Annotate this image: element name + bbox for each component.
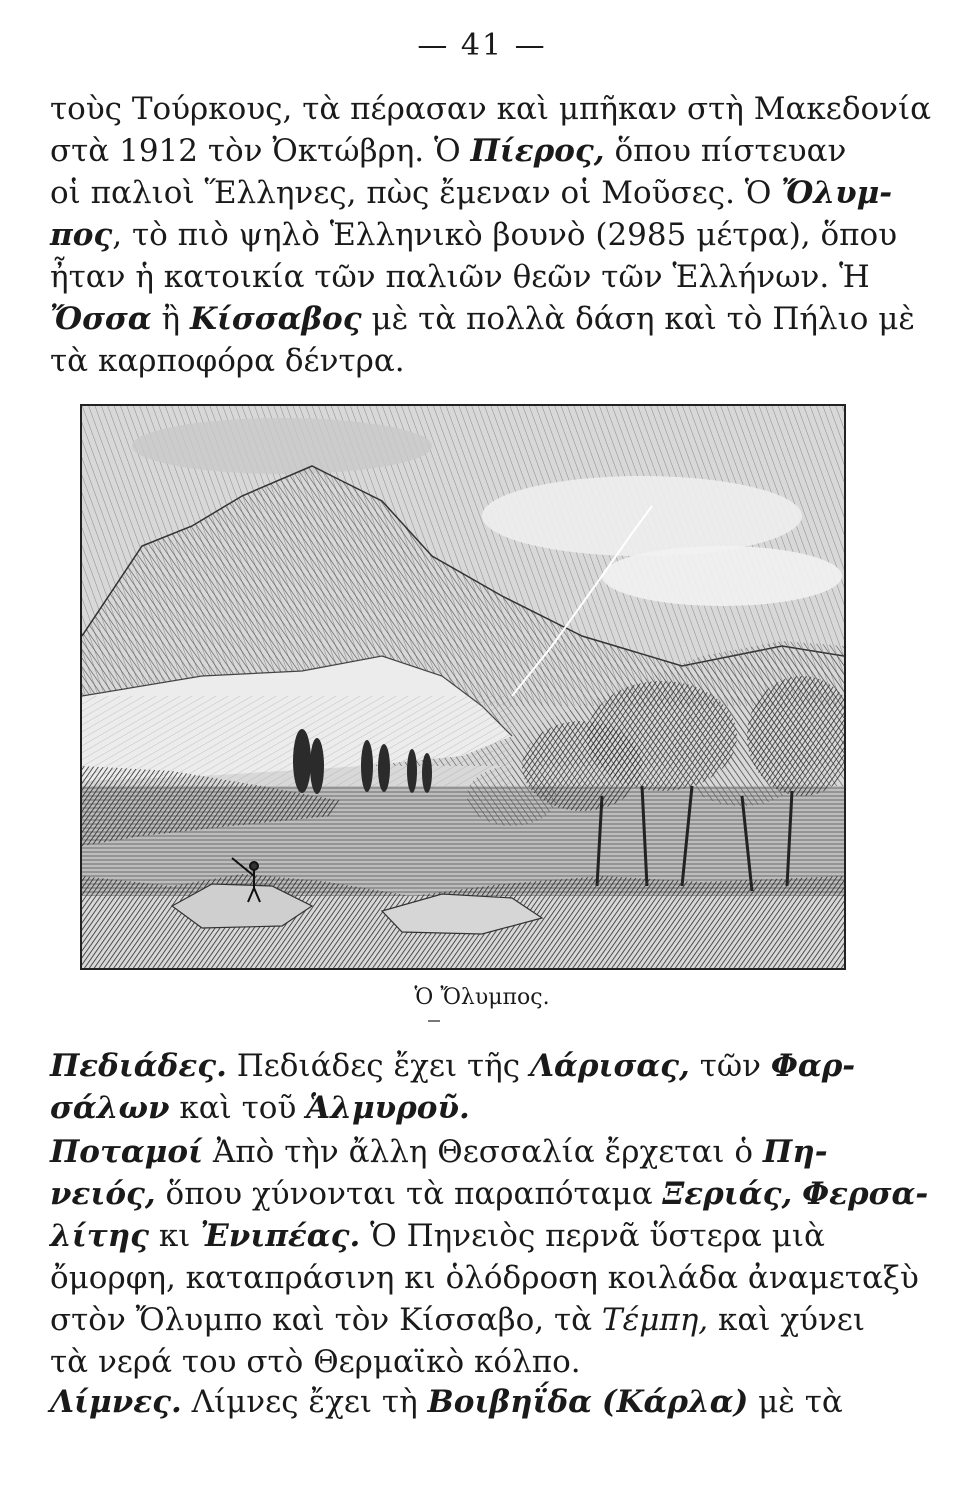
term-olympos-cont: πος — [50, 217, 113, 253]
term-xerias: Ξεριάς, — [662, 1176, 793, 1212]
figure-caption: Ὁ Ὄλυμπος. — [414, 985, 550, 1010]
intro-paragraph — [50, 88, 932, 382]
term-farsala-cont: σάλων — [50, 1090, 170, 1126]
lakes-paragraph — [50, 1381, 843, 1423]
term-olympos: Ὄλυμ- — [781, 175, 893, 211]
plains-paragraph — [50, 1045, 856, 1129]
text-line: τοὺς Τούρκους, τὰ πέρασαν καὶ μπῆκαν στὴ Μακεδονία — [50, 91, 932, 127]
text-line: Λίμνες. Λίμνες ἔχει τὴ Βοιβηΐδα (Κάρλα) μὲ τὰ — [50, 1384, 843, 1420]
heading-lakes: Λίμνες. — [50, 1384, 182, 1420]
text-line: οἱ παλιοὶ Ἕλληνες, πὼς ἔμεναν οἱ Μοῦσες. Ὁ Ὄλυμ- — [50, 175, 893, 211]
text-line: στὸν Ὄλυμπο καὶ τὸν Κίσσαβο, τὰ Τέμπη, καὶ χύνει — [50, 1302, 866, 1338]
rivers-paragraph — [50, 1131, 929, 1383]
text-line: τὰ νερά του στὸ Θερμαϊκὸ κόλπο. — [50, 1344, 581, 1380]
text-line: ἦταν ἡ κατοικία τῶν παλιῶν θεῶν τῶν Ἑλλήνων. Ἡ — [50, 259, 870, 295]
text-line: Ποταμοί Ἀπὸ τὴν ἄλλη Θεσσαλία ἔρχεται ὁ Πη- — [50, 1134, 828, 1170]
heading-rivers: Ποταμοί — [50, 1134, 204, 1170]
text-line: νειός, ὅπου χύνονται τὰ παραπόταμα Ξεριάς, Φερσα- — [50, 1176, 929, 1212]
term-almyros: Ἁλμυροῦ. — [306, 1090, 470, 1126]
term-larisa: Λάρισας, — [529, 1048, 690, 1084]
text-line: Ὄσσα ἢ Κίσσαβος μὲ τὰ πολλὰ δάση καὶ τὸ Πήλιο μὲ — [50, 301, 916, 337]
page-number: — 41 — — [417, 28, 547, 63]
term-fersalitis-cont: λίτης — [50, 1218, 150, 1254]
term-fersalitis: Φερσα- — [802, 1176, 929, 1212]
term-enipeas: Ἐνιπέας. — [200, 1218, 361, 1254]
text-line: Πεδιάδες. Πεδιάδες ἔχει τῆς Λάρισας, τῶν Φαρ- — [50, 1048, 856, 1084]
text-line: σάλων καὶ τοῦ Ἁλμυροῦ. — [50, 1090, 470, 1126]
divider-mark — [428, 1020, 440, 1022]
term-pineios: Πη- — [762, 1134, 828, 1170]
term-karla: (Κάρλα) — [601, 1384, 749, 1420]
heading-plains: Πεδιάδες. — [50, 1048, 227, 1084]
term-voiviida: Βοιβηΐδα — [427, 1384, 593, 1420]
text-line: λίτης κι Ἐνιπέας. Ὁ Πηνειὸς περνᾶ ὕστερα μιὰ — [50, 1218, 825, 1254]
text-line: τὰ καρποφόρα δέντρα. — [50, 343, 405, 379]
text-line: ὄμορφη, καταπράσινη κι ὁλόδροση κοιλάδα ἀναμεταξὺ — [50, 1260, 919, 1296]
term-ossa: Ὄσσα — [50, 301, 152, 337]
text-line: πος, τὸ πιὸ ψηλὸ Ἑλληνικὸ βουνὸ (2985 μέτρα), ὅπου — [50, 217, 898, 253]
term-tempi: Τέμπη, — [601, 1302, 709, 1338]
text-line: στὰ 1912 τὸν Ὀκτώβρη. Ὁ Πίερος, ὅπου πίστευαν — [50, 133, 847, 169]
olympus-engraving — [80, 404, 846, 970]
term-pieros: Πίερος, — [470, 133, 605, 169]
term-farsala: Φαρ- — [770, 1048, 856, 1084]
term-pineios-cont: νειός, — [50, 1176, 156, 1212]
term-kissavos: Κίσσαβος — [189, 301, 362, 337]
